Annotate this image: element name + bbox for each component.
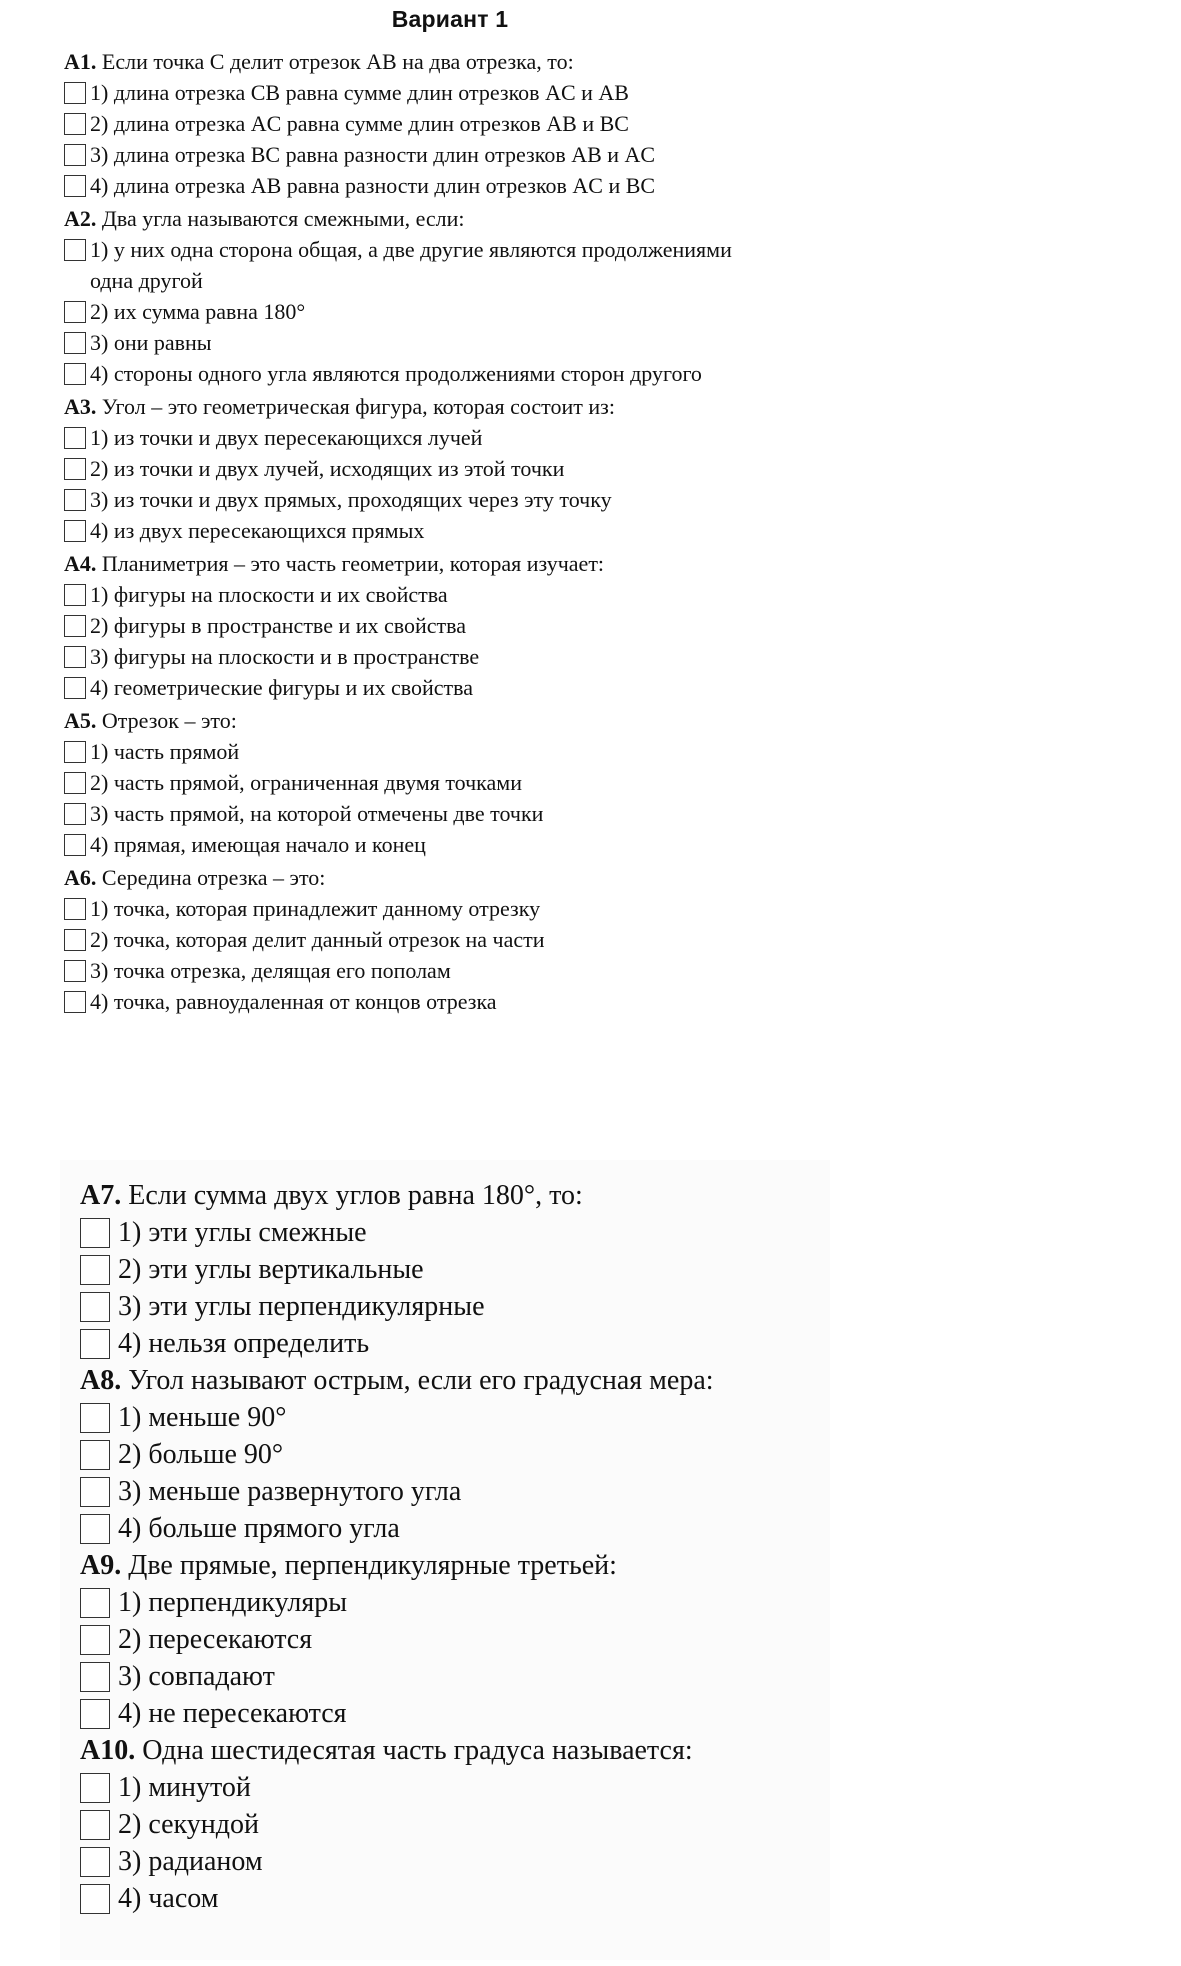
answer-checkbox[interactable] — [80, 1810, 110, 1840]
answer-option-text: 1) длина отрезка CB равна сумме длин отрезков AC и AB — [90, 80, 629, 105]
question-text — [80, 1177, 840, 1214]
question-text — [64, 46, 764, 77]
answer-option[interactable] — [80, 1806, 840, 1843]
answer-option-text: 1) из точки и двух пересекающихся лучей — [90, 425, 483, 450]
question-prompt: Одна шестидесятая часть градуса называется: — [142, 1735, 693, 1766]
answer-option[interactable] — [64, 484, 764, 515]
answer-option[interactable] — [80, 1436, 840, 1473]
answer-option-text: 1) у них одна сторона общая, а две другие являются продолжениями одна другой — [90, 237, 732, 293]
answer-checkbox[interactable] — [64, 898, 86, 920]
question-text — [80, 1732, 840, 1769]
answer-checkbox[interactable] — [80, 1773, 110, 1803]
question-text — [80, 1362, 840, 1399]
question-text — [64, 391, 764, 422]
answer-checkbox[interactable] — [64, 458, 86, 480]
answer-checkbox[interactable] — [64, 82, 86, 104]
answer-option-text: 4) из двух пересекающихся прямых — [90, 518, 425, 543]
answer-option-text: 3) точка отрезка, делящая его пополам — [90, 958, 451, 983]
answer-option[interactable] — [64, 610, 764, 641]
answer-checkbox[interactable] — [64, 991, 86, 1013]
page-title: Вариант 1 — [391, 6, 509, 32]
answer-option[interactable] — [64, 672, 764, 703]
answer-option-text: 2) секундой — [118, 1809, 259, 1840]
answer-option-text: 2) часть прямой, ограниченная двумя точками — [90, 770, 522, 795]
question-8 — [80, 1362, 840, 1547]
question-9 — [80, 1547, 840, 1732]
answer-checkbox[interactable] — [64, 489, 86, 511]
answer-option-text: 4) стороны одного угла являются продолжениями сторон другого — [90, 361, 702, 386]
answer-option[interactable] — [64, 453, 764, 484]
question-number: А8. — [80, 1365, 122, 1396]
answer-option-text: 4) геометрические фигуры и их свойства — [90, 675, 474, 700]
answer-checkbox[interactable] — [64, 772, 86, 794]
answer-option[interactable] — [64, 829, 764, 860]
answer-option[interactable] — [80, 1214, 840, 1251]
question-number: А9. — [80, 1550, 122, 1581]
answer-checkbox[interactable] — [64, 584, 86, 606]
answer-checkbox[interactable] — [80, 1477, 110, 1507]
question-text — [64, 862, 764, 893]
answer-checkbox[interactable] — [80, 1440, 110, 1470]
answer-checkbox[interactable] — [80, 1514, 110, 1544]
answer-checkbox[interactable] — [64, 363, 86, 385]
question-4 — [64, 548, 764, 703]
answer-option[interactable] — [80, 1584, 840, 1621]
answer-checkbox[interactable] — [64, 803, 86, 825]
answer-checkbox[interactable] — [64, 929, 86, 951]
answer-option[interactable] — [64, 767, 764, 798]
answer-checkbox[interactable] — [64, 615, 86, 637]
question-number: А4. — [64, 551, 97, 576]
answer-option-text: 4) нельзя определить — [118, 1328, 370, 1359]
question-text — [80, 1547, 840, 1584]
answer-checkbox[interactable] — [80, 1884, 110, 1914]
answer-option-text: 3) совпадают — [118, 1661, 275, 1692]
answer-option-text: 1) эти углы смежные — [118, 1217, 367, 1248]
answer-checkbox[interactable] — [80, 1255, 110, 1285]
question-10 — [80, 1732, 840, 1917]
answer-checkbox[interactable] — [64, 677, 86, 699]
answer-checkbox[interactable] — [64, 741, 86, 763]
question-number: А5. — [64, 708, 97, 733]
question-number: А3. — [64, 394, 97, 419]
answer-option-text: 1) минутой — [118, 1772, 251, 1803]
question-number: А2. — [64, 206, 97, 231]
question-prompt: Если сумма двух углов равна 180°, то: — [128, 1180, 583, 1211]
answer-checkbox[interactable] — [80, 1625, 110, 1655]
answer-option[interactable] — [80, 1325, 840, 1362]
answer-checkbox[interactable] — [64, 113, 86, 135]
answer-checkbox[interactable] — [80, 1403, 110, 1433]
answer-option[interactable] — [64, 924, 764, 955]
question-number: А6. — [64, 865, 97, 890]
question-6 — [64, 862, 764, 1017]
answer-option-text: 1) точка, которая принадлежит данному отрезку — [90, 896, 541, 921]
answer-option[interactable] — [80, 1399, 840, 1436]
question-prompt: Два угла называются смежными, если: — [101, 206, 465, 231]
answer-option[interactable] — [80, 1880, 840, 1917]
question-5 — [64, 705, 764, 860]
answer-checkbox[interactable] — [80, 1699, 110, 1729]
answer-option[interactable] — [64, 422, 764, 453]
answer-checkbox[interactable] — [64, 834, 86, 856]
answer-option-text: 1) часть прямой — [90, 739, 240, 764]
answer-option[interactable] — [64, 515, 764, 546]
answer-option-text: 2) пересекаются — [118, 1624, 313, 1655]
answer-option-text: 1) фигуры на плоскости и их свойства — [90, 582, 448, 607]
question-2 — [64, 203, 764, 389]
answer-option-text: 1) перпендикуляры — [118, 1587, 348, 1618]
answer-option[interactable] — [64, 955, 764, 986]
question-1 — [64, 46, 764, 201]
answer-option[interactable] — [64, 108, 764, 139]
question-prompt: Если точка C делит отрезок AB на два отрезка, то: — [101, 49, 574, 74]
answer-checkbox[interactable] — [80, 1662, 110, 1692]
answer-option[interactable] — [64, 139, 764, 170]
question-prompt: Планиметрия – это часть геометрии, которая изучает: — [101, 551, 605, 576]
answer-option-text: 3) они равны — [90, 330, 212, 355]
answer-option[interactable] — [80, 1473, 840, 1510]
answer-option[interactable] — [64, 358, 764, 389]
question-number: А1. — [64, 49, 97, 74]
answer-option-text: 2) их сумма равна 180° — [90, 299, 306, 324]
question-text — [64, 548, 764, 579]
question-prompt: Угол – это геометрическая фигура, которая состоит из: — [101, 394, 615, 419]
answer-option-text: 3) радианом — [118, 1846, 263, 1877]
answer-option[interactable] — [80, 1510, 840, 1547]
answer-option[interactable] — [64, 296, 764, 327]
answer-option[interactable] — [64, 986, 764, 1017]
answer-option-text: 4) длина отрезка AB равна разности длин отрезков AC и BC — [90, 173, 656, 198]
answer-option[interactable] — [80, 1843, 840, 1880]
answer-checkbox[interactable] — [80, 1847, 110, 1877]
answer-checkbox[interactable] — [64, 144, 86, 166]
answer-option[interactable] — [80, 1658, 840, 1695]
question-number: А10. — [80, 1735, 136, 1766]
answer-option-text: 3) из точки и двух прямых, проходящих через эту точку — [90, 487, 612, 512]
answer-option-text: 3) эти углы перпендикулярные — [118, 1291, 485, 1322]
answer-option[interactable] — [80, 1769, 840, 1806]
answer-option[interactable] — [64, 736, 764, 767]
answer-option-text: 2) длина отрезка AC равна сумме длин отрезков AB и BC — [90, 111, 629, 136]
question-prompt: Угол называют острым, если его градусная мера: — [128, 1365, 714, 1396]
question-number: А7. — [80, 1180, 122, 1211]
answer-option[interactable] — [64, 579, 764, 610]
answer-option-text: 2) фигуры в пространстве и их свойства — [90, 613, 467, 638]
question-prompt: Две прямые, перпендикулярные третьей: — [128, 1550, 617, 1581]
answer-option-text: 2) из точки и двух лучей, исходящих из этой точки — [90, 456, 565, 481]
answer-option[interactable] — [80, 1695, 840, 1732]
answer-option-text: 3) фигуры на плоскости и в пространстве — [90, 644, 480, 669]
answer-checkbox[interactable] — [80, 1329, 110, 1359]
answer-option[interactable] — [64, 641, 764, 672]
answer-option[interactable] — [80, 1288, 840, 1325]
question-prompt: Середина отрезка – это: — [101, 865, 326, 890]
answer-checkbox[interactable] — [80, 1588, 110, 1618]
answer-checkbox[interactable] — [64, 239, 86, 261]
question-3 — [64, 391, 764, 546]
answer-option-text: 3) меньше развернутого угла — [118, 1476, 462, 1507]
answer-checkbox[interactable] — [80, 1292, 110, 1322]
answer-option-text: 4) не пересекаются — [118, 1698, 347, 1729]
answer-option[interactable] — [64, 893, 764, 924]
answer-option[interactable] — [80, 1621, 840, 1658]
question-prompt: Отрезок – это: — [101, 708, 237, 733]
answer-checkbox[interactable] — [64, 301, 86, 323]
answer-option[interactable] — [80, 1251, 840, 1288]
answer-option-text: 4) прямая, имеющая начало и конец — [90, 832, 426, 857]
answer-option-text: 4) больше прямого угла — [118, 1513, 400, 1544]
question-text — [64, 705, 764, 736]
questions-block-1 — [64, 46, 764, 1019]
answer-option-text: 3) длина отрезка BC равна разности длин отрезков AB и AC — [90, 142, 656, 167]
answer-option-text: 4) часом — [118, 1883, 219, 1914]
question-text — [64, 203, 764, 234]
answer-checkbox[interactable] — [64, 520, 86, 542]
answer-option-text: 3) часть прямой, на которой отмечены две точки — [90, 801, 544, 826]
answer-option-text: 1) меньше 90° — [118, 1402, 287, 1433]
answer-option[interactable] — [64, 327, 764, 358]
answer-option[interactable] — [64, 234, 764, 296]
answer-checkbox[interactable] — [80, 1218, 110, 1248]
answer-option-text: 2) точка, которая делит данный отрезок на части — [90, 927, 545, 952]
answer-option[interactable] — [64, 77, 764, 108]
answer-option[interactable] — [64, 798, 764, 829]
answer-checkbox[interactable] — [64, 332, 86, 354]
questions-block-2 — [80, 1177, 840, 1917]
answer-option-text: 4) точка, равноудаленная от концов отрезка — [90, 989, 497, 1014]
answer-checkbox[interactable] — [64, 175, 86, 197]
answer-checkbox[interactable] — [64, 427, 86, 449]
answer-option[interactable] — [64, 170, 764, 201]
answer-checkbox[interactable] — [64, 646, 86, 668]
answer-checkbox[interactable] — [64, 960, 86, 982]
answer-option-text: 2) больше 90° — [118, 1439, 284, 1470]
answer-option-text: 2) эти углы вертикальные — [118, 1254, 424, 1285]
question-7 — [80, 1177, 840, 1362]
